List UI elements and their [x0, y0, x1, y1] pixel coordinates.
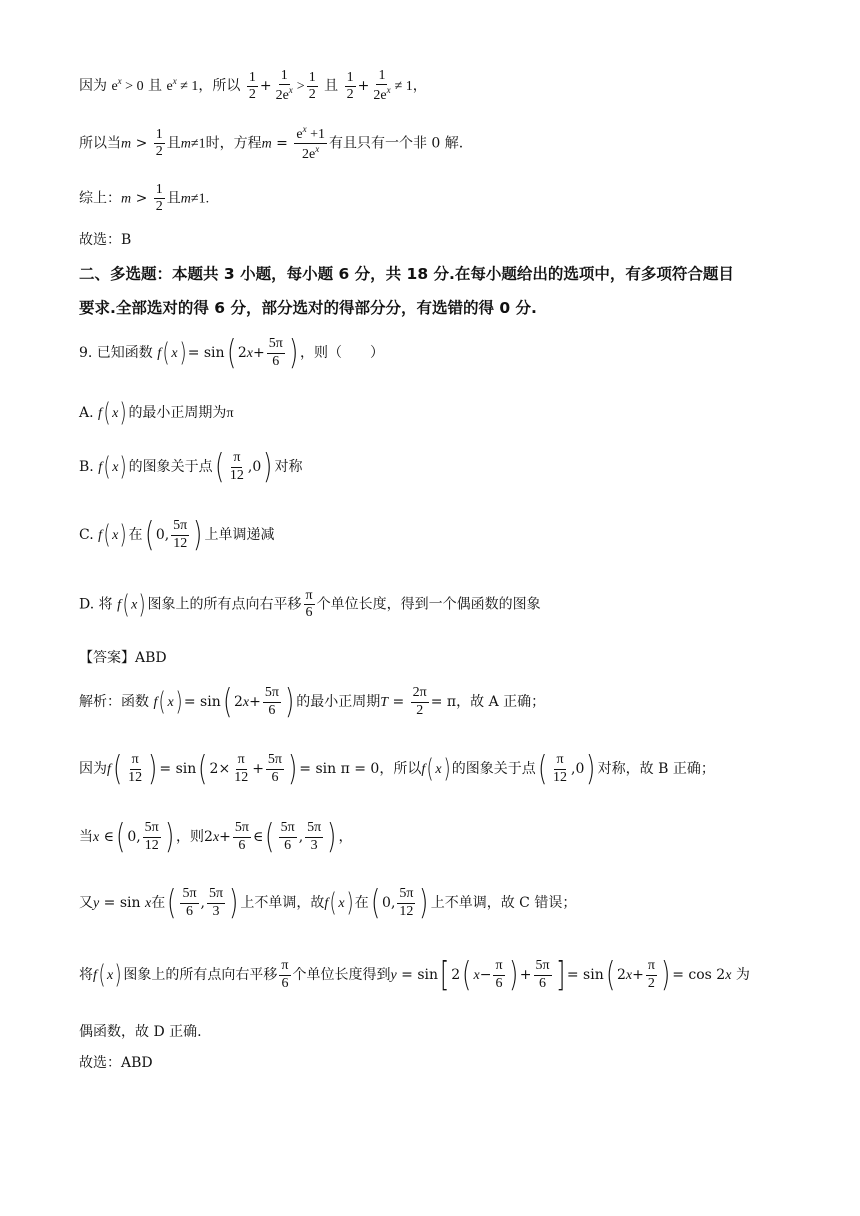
solution-line-1: 解析：函数 f( x) = sin( 2x+ $\frac{5\pi}{6}$ ) 的最小正周期T = $\frac{2\pi}{2}$ = π，故 A 正确；	[79, 682, 546, 722]
text: 的最小正周期	[296, 694, 381, 710]
text: 图象上的所有点向右平移	[147, 596, 302, 613]
text: 的图象关于点	[451, 761, 536, 777]
text: 对称	[274, 459, 303, 475]
text: 上单调递减	[204, 527, 275, 543]
section-heading-2: 要求.全部选对的得 6 分，部分选对的得部分分，有选错的得 0 分.	[79, 299, 537, 317]
solution-line-6: 偶函数，故 D 正确.	[79, 1024, 202, 1040]
text: 有且只有一个非 0 解.	[328, 135, 464, 152]
text: A.	[79, 405, 94, 421]
text: 的图象关于点	[128, 459, 213, 475]
text: ，故 A 正确；	[456, 694, 546, 710]
solution-line-3: 当x ∈( 0, $\frac{5\pi}{12}$ ) ，则2x+ $\frac{5\pi}{6}$ ∈( $\frac{5\pi}{6}$ , $\frac{5\pi}{3}$ ) ，	[79, 817, 353, 857]
text: 在	[151, 895, 166, 911]
text: 的最小正周期为	[128, 405, 227, 421]
text: 又	[79, 895, 93, 911]
option-b: B. f( x) 的图象关于点( $\frac{\pi}{12}$ ,0) 对称	[79, 447, 303, 487]
text: ，则（ ）	[300, 345, 385, 361]
line-3: 综上：m > $\frac{1}{2}$ 且m≠1.	[79, 182, 210, 215]
option-d: D. 将 f( x) 图象上的所有点向右平移 $\frac{\pi}{6}$ 个单位长度，得到一个偶函数的图象	[79, 588, 541, 621]
final-answer: 故选：ABD	[79, 1055, 153, 1071]
text: 且	[324, 78, 339, 95]
text: 时，方程	[205, 135, 262, 152]
text: 图象上的所有点向右平移	[123, 967, 278, 983]
solution-line-2: 因为f( $\frac{\pi}{12}$ ) = sin( 2× $\frac{\pi}{12}$ + $\frac{5\pi}{6}$ ) = sin π = 0，所以f( x) 的图象关于点( $\frac{\pi}{12}$ ,0) 对称，故 B 正确；	[79, 749, 715, 789]
option-a: A. f( x) 的最小正周期为π	[79, 398, 234, 428]
line-1: 因为 $e^x > 0$ 且 $e^x \ne 1$，所以 $\frac{1}{2}$ + $\frac{1}{2e^x}$ > $\frac{1}{2}$ 且 $\frac{1}{2}$ + $\frac{1}{2e^x}$ ≠ 1，	[79, 68, 427, 104]
text: D. 将	[79, 596, 113, 613]
text: 且	[148, 78, 163, 95]
text: 个单位长度得到	[292, 967, 391, 983]
text: 上不单调，故 C 错误；	[430, 895, 577, 911]
text: 个单位长度，得到一个偶函数的图象	[316, 596, 541, 613]
text: B.	[79, 459, 94, 475]
text: ，则	[176, 829, 205, 845]
line-2: 所以当m > $\frac{1}{2}$ 且m≠1时，方程m = $\frac{e^x +1}{2e^x}$ 有且只有一个非 0 解.	[79, 124, 464, 163]
text: 在	[128, 527, 143, 543]
question-9: 9. 已知函数 f( x) = sin( 2x+ $\frac{5\pi}{6}$ ) ，则（ ）	[79, 333, 385, 373]
answer: 【答案】ABD	[79, 650, 167, 666]
text: C.	[79, 527, 94, 543]
text: 因为	[79, 761, 107, 777]
text: ，	[338, 829, 353, 845]
text: 解析：函数	[79, 694, 149, 710]
text: 因为	[79, 78, 107, 95]
solution-line-5: 将f( x) 图象上的所有点向右平移 $\frac{\pi}{6}$ 个单位长度得到y = sin[ 2( x− $\frac{\pi}{6}$ ) + $\frac{5\pi}{6}$ ] = sin( 2x+ $\frac{\pi}{2}$ ) = cos 2x 为	[79, 955, 750, 995]
text: ，	[412, 78, 427, 95]
text: 上不单调，故	[240, 895, 325, 911]
text: 为	[735, 967, 750, 983]
text: 综上：	[79, 190, 121, 207]
text: ，所以	[379, 761, 422, 777]
text: 且	[166, 190, 181, 207]
section-heading: 二、多选题：本题共 3 小题，每小题 6 分，共 18 分.在每小题给出的选项中，有多项符合题目	[79, 265, 734, 283]
text: 在	[354, 895, 369, 911]
text: 对称，故 B 正确；	[597, 761, 715, 777]
text: ，所以	[198, 78, 241, 95]
option-c: C. f( x) 在( 0, $\frac{5\pi}{12}$ ) 上单调递减	[79, 515, 275, 555]
solution-line-4: 又y = sin x在( $\frac{5\pi}{6}$ , $\frac{5\pi}{3}$ ) 上不单调，故f( x) 在( 0, $\frac{5\pi}{12}$ ) 上不单调，故 C 错误；	[79, 883, 577, 923]
text: 所以当	[79, 135, 121, 152]
line-4: 故选：B	[79, 232, 132, 248]
text: 9. 已知函数	[79, 345, 153, 361]
text: 当	[79, 829, 93, 845]
text: 且	[166, 135, 181, 152]
text: 将	[79, 967, 93, 983]
